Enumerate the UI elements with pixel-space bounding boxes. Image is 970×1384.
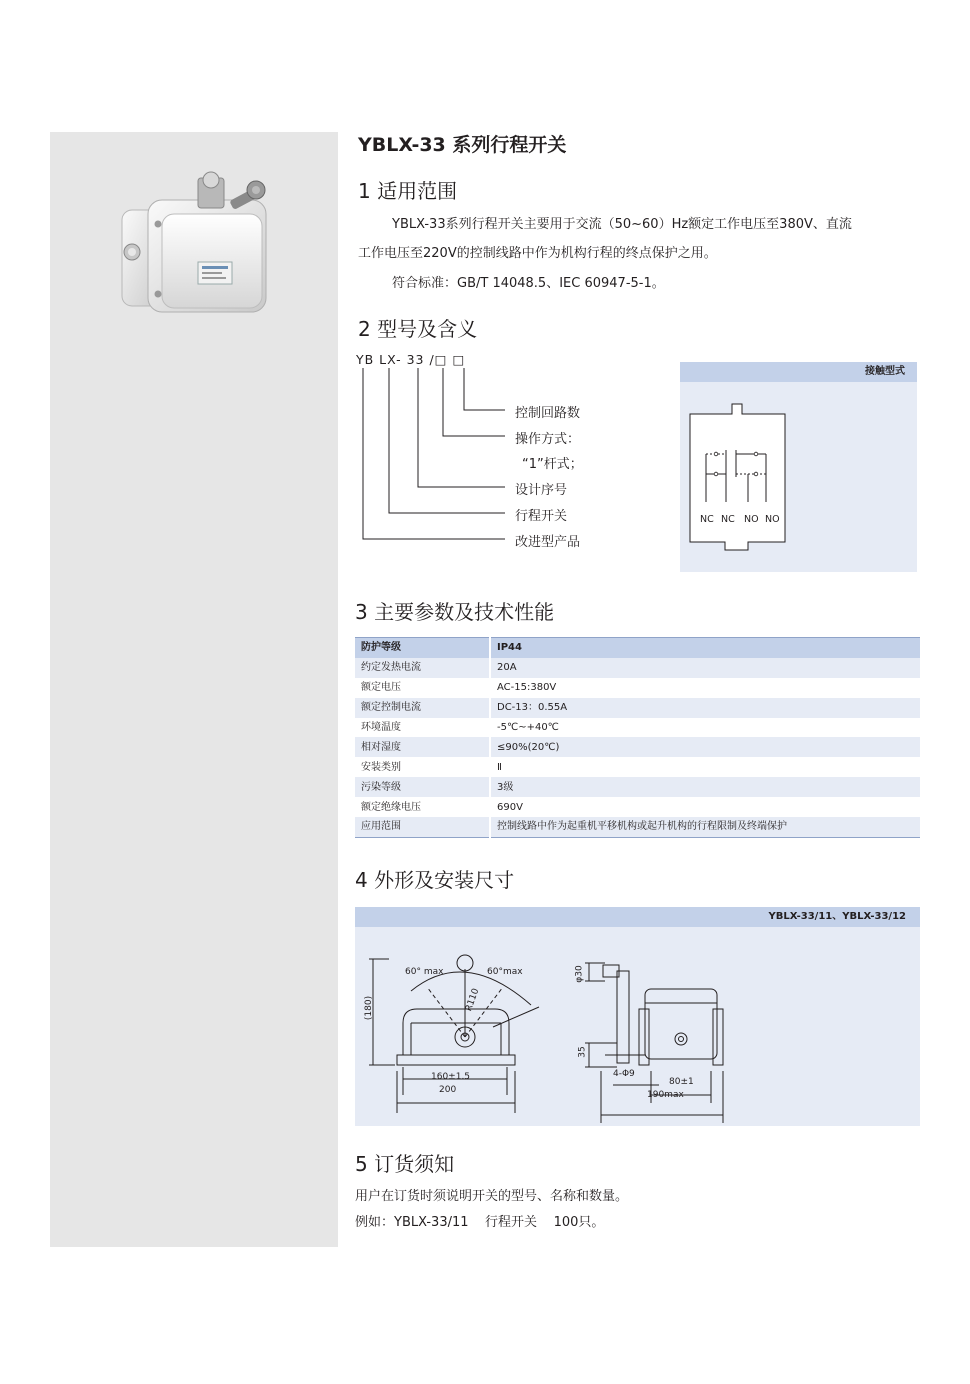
section2-heading: 2 型号及含义: [358, 317, 478, 341]
section1-line2: 工作电压至220V的控制线路中作为机构行程的终点保护之用。: [358, 246, 717, 261]
section1-heading: 1 适用范围: [358, 179, 458, 203]
model-label-improved: 改进型产品: [515, 535, 581, 550]
section3-heading: 3 主要参数及技术性能: [355, 600, 555, 624]
model-label-switch: 行程开关: [515, 509, 568, 524]
dim-side-height: 35: [577, 1046, 588, 1058]
model-code: YB LX- 33 /□ □: [356, 352, 466, 367]
model-label-lever: “1”杆式；: [522, 457, 583, 472]
section1-line1: YBLX-33系列行程开关主要用于交流（50~60）Hz额定工作电压至380V、直流: [392, 217, 852, 232]
product-image: [118, 170, 270, 320]
contact-diagram: [680, 382, 917, 572]
dim-angle-left: 60° max: [405, 967, 444, 977]
contact-type-header: 接触型式: [680, 362, 917, 382]
section5-line2: 例如：YBLX-33/11 行程开关 100只。: [355, 1215, 605, 1230]
terminal-no-1: NO: [744, 514, 759, 525]
model-label-design: 设计序号: [515, 483, 568, 498]
dim-base-outer: 200: [439, 1085, 457, 1095]
terminal-nc-1: NC: [700, 514, 714, 525]
dim-holes: 4-Φ9: [613, 1069, 635, 1079]
dim-base-inner: 160±1.5: [431, 1072, 471, 1082]
dimension-panel: [355, 907, 920, 1126]
table-row: 额定电压 AC-15:380V: [355, 678, 920, 698]
model-label-circuits: 控制回路数: [515, 406, 581, 421]
dim-angle-right: 60°max: [487, 967, 523, 977]
model-label-operation: 操作方式：: [515, 432, 581, 447]
terminal-nc-2: NC: [721, 514, 735, 525]
terminal-no-2: NO: [765, 514, 780, 525]
page-title: YBLX-33 系列行程开关: [358, 134, 567, 156]
table-row: 污染等级 3级: [355, 777, 920, 797]
section5-heading: 5 订货须知: [355, 1152, 455, 1176]
dim-side-inner: 80±1: [669, 1077, 694, 1087]
table-row: 额定绝缘电压 690V: [355, 797, 920, 817]
contact-type-panel: [680, 362, 917, 572]
table-row: 约定发热电流 20A: [355, 658, 920, 678]
dim-radius: R110: [464, 987, 482, 1013]
model-code-diagram: [355, 366, 515, 546]
spec-table: [355, 637, 920, 838]
table-row: 相对湿度 ≤90%(20℃): [355, 737, 920, 757]
table-row: 环境温度 -5℃~+40℃: [355, 718, 920, 738]
dim-height: (180): [364, 995, 375, 1021]
table-row: 应用范围 控制线路中作为起重机平移机构或起升机构的行程限制及终端保护: [355, 817, 920, 837]
section5-line1: 用户在订货时须说明开关的型号、名称和数量。: [355, 1189, 629, 1204]
table-row: 额定控制电流 DC-13：0.55A: [355, 698, 920, 718]
dimension-drawing: [355, 927, 920, 1126]
dimension-header: YBLX-33/11、YBLX-33/12: [355, 907, 920, 927]
dim-side-outer: 190max: [647, 1090, 684, 1100]
section4-heading: 4 外形及安装尺寸: [355, 868, 515, 892]
section1-line3: 符合标准：GB/T 14048.5、IEC 60947-5-1。: [392, 276, 665, 291]
table-row: 防护等级 IP44: [355, 638, 920, 658]
table-row: 安装类别 Ⅱ: [355, 757, 920, 777]
dim-diameter: φ30: [574, 965, 585, 983]
